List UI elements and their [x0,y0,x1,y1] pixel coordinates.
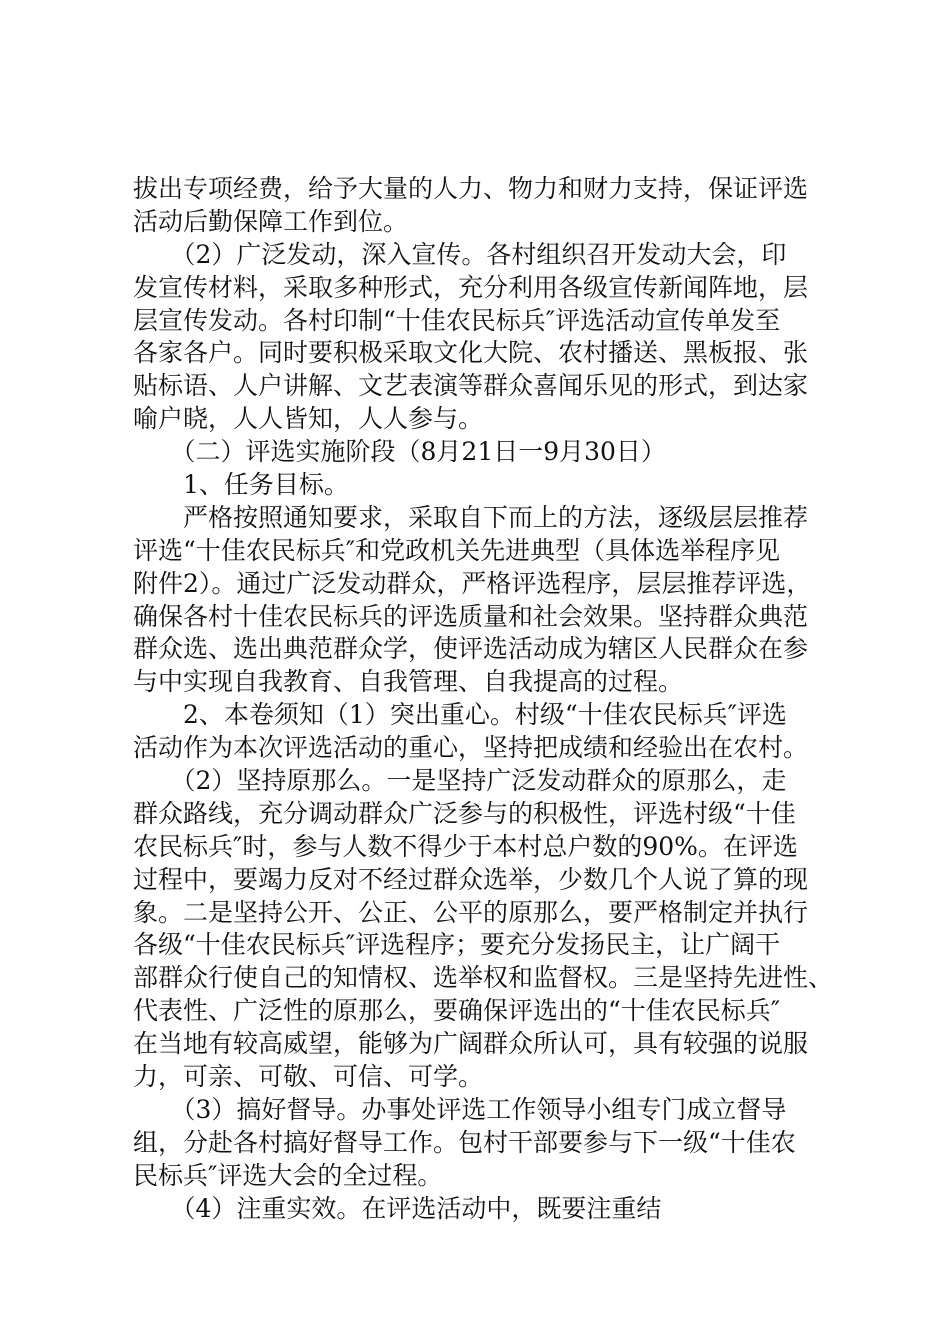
text-line: 确保各村十佳农民标兵的评选质量和社会效果。坚持群众典范 [133,601,809,631]
text-line: 力，可亲、可敬、可信、可学。 [133,1062,484,1092]
text-line: 与中实现自我教育、自我管理、自我提高的过程。 [133,667,684,697]
text-line: 活动作为本次评选活动的重心，坚持把成绩和经验出在农村。 [133,733,809,763]
text-line: 活动后勤保障工作到位。 [133,206,409,236]
text-line: （4）注重实效。在评选活动中，既要注重结 [133,1193,662,1223]
text-line: 贴标语、人户讲解、文艺表演等群众喜闻乐见的形式，到达家 [133,371,809,401]
text-line: （2）广泛发动，深入宣传。各村组织召开发动大会，印 [133,239,787,269]
text-line: 组，分赴各村搞好督导工作。包村干部要参与下一级“十佳农 [133,1127,796,1157]
section-heading: （二）评选实施阶段（8月21日一9月30日） [133,437,666,467]
text-line: （3）搞好督导。办事处评选工作领导小组专门成立督导 [133,1094,787,1124]
text-line: 拔出专项经费，给予大量的人力、物力和财力支持，保证评选 [133,174,809,203]
text-line: 代表性、广泛性的原那么，要确保评选出的“十佳农民标兵″ [133,996,781,1026]
text-line: （2）坚持原那么。一是坚持广泛发动群众的原那么，走 [133,766,787,796]
text-line: 层宣传发动。各村印制“十佳农民标兵″评选活动宣传单发至 [133,305,781,335]
text-line: 各家各户。同时要积极采取文化大院、农村播送、黑板报、张 [133,338,809,368]
text-line: 各级“十佳农民标兵″评选程序；要充分发扬民主，让广阔干 [133,930,781,960]
text-line: 民标兵″评选大会的全过程。 [133,1160,443,1190]
text-line: 部群众行使自己的知情权、选举权和监督权。三是坚持先进性、 [133,963,834,993]
text-line: 过程中，要竭力反对不经过群众选举，少数几个人说了算的现 [133,864,809,894]
text-line: 附件2）。通过广泛发动群众，严格评选程序，层层推荐评选， [133,568,812,598]
text-line: 严格按照通知要求，采取自下而上的方法，逐级层层推荐 [133,502,809,532]
text-line: 发宣传材料，采取多种形式，充分利用各级宣传新闻阵地，层 [133,272,809,302]
text-line: 在当地有较高威望，能够为广阔群众所认可，具有较强的说服 [133,1029,809,1059]
text-line: 1、任务目标。 [133,470,349,500]
text-line: 象。二是坚持公开、公正、公平的原那么，要严格制定并执行 [133,897,809,927]
text-line: 农民标兵″时，参与人数不得少于本村总户数的90%。在评选 [133,831,798,861]
text-line: 2、本卷须知（1）突出重心。村级“十佳农民标兵″评选 [133,700,787,730]
text-line: 评选“十佳农民标兵″和党政机关先进典型（具体选举程序见 [133,535,781,565]
text-line: 群众路线，充分调动群众广泛参与的积极性，评选村级“十佳 [133,798,796,828]
body-text [133,173,948,1226]
text-line: 喻户晓，人人皆知，人人参与。 [133,404,484,434]
text-line: 群众选、选出典范群众学，使评选活动成为辖区人民群众在参 [133,634,809,664]
